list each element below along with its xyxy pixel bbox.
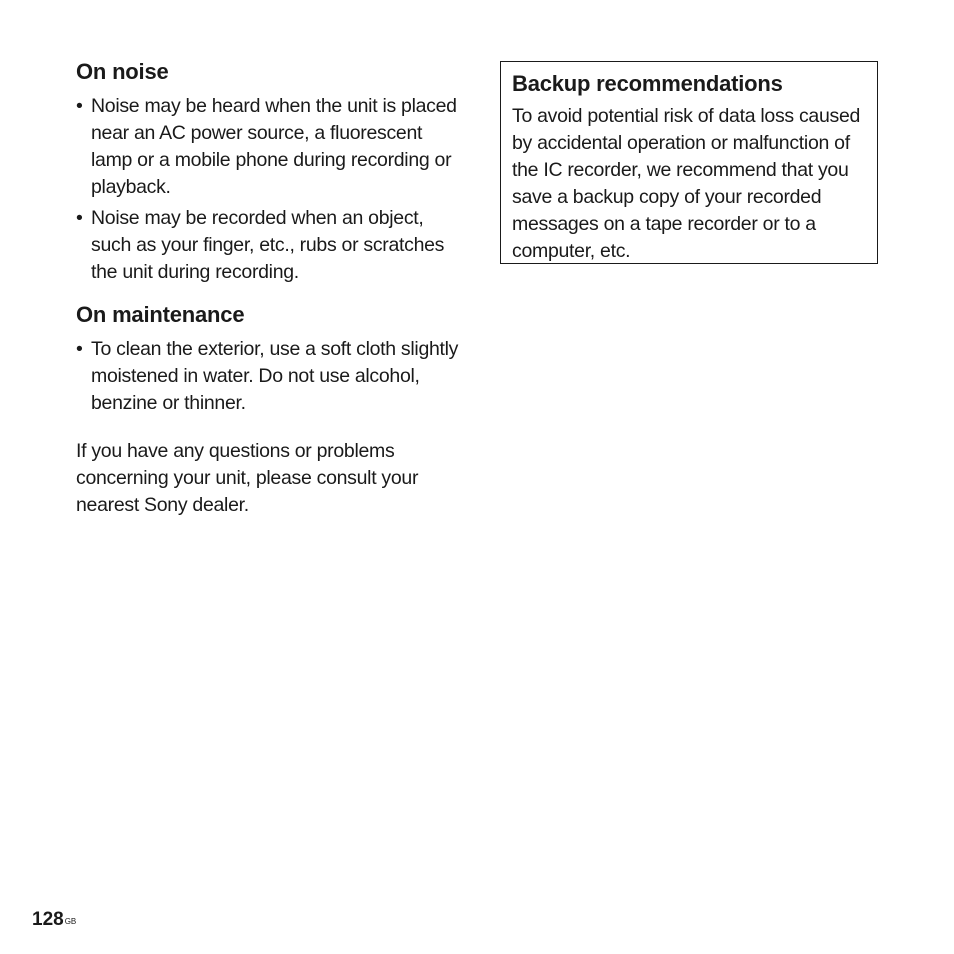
page-number: [32, 908, 76, 932]
page-number-value: 128: [32, 909, 64, 930]
maintenance-list: [76, 336, 466, 417]
list-item-text: Noise may be heard when the unit is placed near an AC power source, a fluorescent lamp or a mobile phone during recording or playback.: [91, 95, 457, 198]
list-item-text: To clean the exterior, use a soft cloth slightly moistened in water. Do not use alcohol, benzine or thinner.: [91, 338, 459, 414]
heading-on-noise: On noise: [76, 59, 169, 84]
left-column: [76, 58, 466, 539]
bullet-icon: •: [76, 95, 83, 117]
dealer-note: If you have any questions or problems concerning your unit, please consult your nearest Sony dealer.: [76, 440, 419, 516]
backup-body: To avoid potential risk of data loss caused by accidental operation or malfunction of the IC recorder, we recommend that you save a backup copy of your recorded messages on a tape recorder or to a computer, etc.: [512, 105, 861, 262]
list-item: [76, 205, 466, 286]
list-item: [76, 336, 466, 417]
bullet-icon: •: [76, 207, 83, 229]
section-on-maintenance: [76, 301, 466, 417]
list-item: [76, 93, 466, 201]
heading-backup-recommendations: Backup recommendations: [512, 71, 783, 96]
list-item-text: Noise may be recorded when an object, such as your finger, etc., rubs or scratches the unit during recording.: [91, 207, 445, 283]
heading-on-maintenance: On maintenance: [76, 302, 245, 327]
backup-recommendations-box: [500, 61, 878, 264]
noise-list: [76, 93, 466, 286]
section-on-noise: [76, 58, 466, 286]
region-code: GB: [64, 917, 77, 926]
bullet-icon: •: [76, 338, 83, 360]
